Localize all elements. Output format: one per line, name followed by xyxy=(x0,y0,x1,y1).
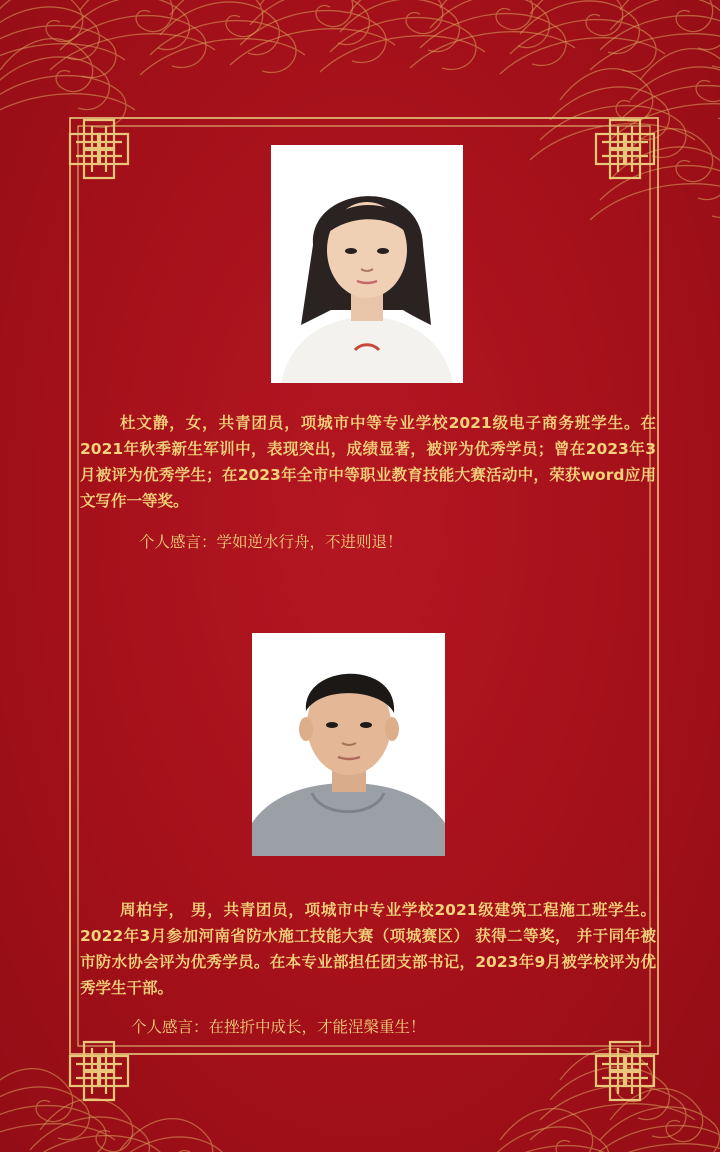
student-photo-2 xyxy=(252,633,445,856)
corner-knot-bottom-left xyxy=(70,1042,128,1100)
student-1-motto: 个人感言：学如逆水行舟，不进则退！ xyxy=(139,533,403,551)
student-2-motto: 个人感言：在挫折中成长，才能涅槃重生！ xyxy=(131,1018,426,1036)
student-1-bio: 杜文静，女，共青团员，项城市中等专业学校2021级电子商务班学生。在2021年秋季新生军训中，表现突出，成绩显著，被评为优秀学员；曾在2023年3月被评为优秀学生；在2023年全市中等职业教育技能大赛活动中，荣获word应用文写作一等奖。 xyxy=(80,414,656,510)
corner-knot-top-left xyxy=(70,120,128,178)
student-2-bio: 周柏宇， 男，共青团员，项城市中专业学校2021级建筑工程施工班学生。2022年3月参加河南省防水施工技能大赛（项城赛区） 获得二等奖， 并于同年被市防水协会评为优秀学员。在本专业部担任团支部书记，2023年9月被学校评为优秀学生干部。 xyxy=(80,901,656,997)
student-photo-1 xyxy=(271,145,463,383)
